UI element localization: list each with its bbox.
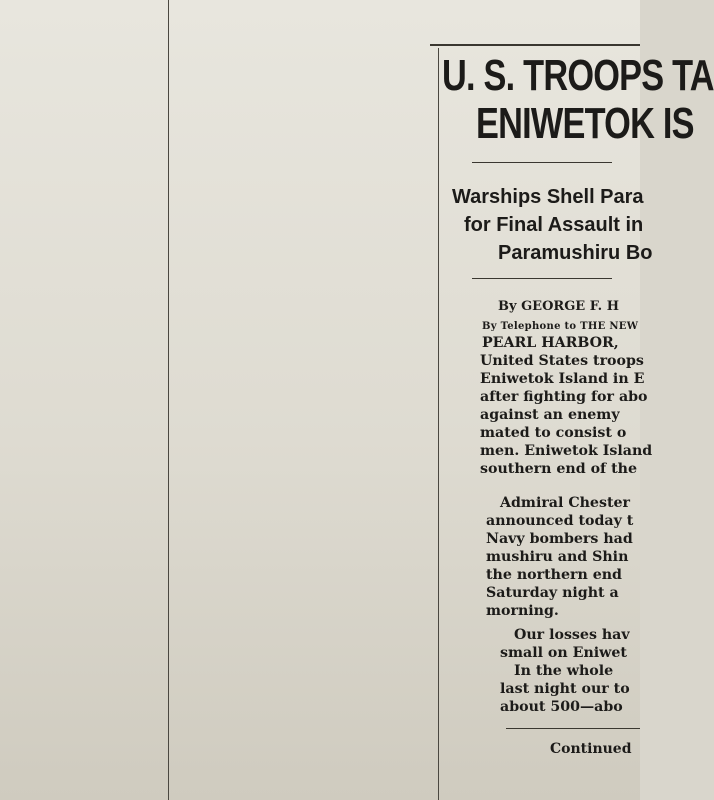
text-line: Navy bombers had [486,531,633,548]
right-paragraph-1 [480,352,652,478]
text-line: morning. [486,603,559,620]
banner-headline-line-2: ENIWETOK IS [476,99,694,148]
text-line: Our losses hav [514,627,630,643]
deck-line-3: Paramushiru Bo [498,242,653,264]
text-line: after fighting for abo [480,389,648,406]
right-continued-line: Continued [550,741,632,757]
text-line: mated to consist o [480,425,627,442]
deck-divider [472,278,612,279]
deck-line-2: for Final Assault in [464,214,644,236]
text-line: In the whole [514,663,614,680]
right-dateline: PEARL HARBOR, [482,335,619,351]
text-line: southern end of the [480,461,637,478]
byline: By GEORGE F. H [498,299,619,314]
text-line: Eniwetok Island in E [480,371,645,388]
text-line: Admiral Chester [500,495,631,511]
right-divider [506,728,640,729]
banner-divider [472,162,612,163]
deck-line-1: Warships Shell Para [452,186,644,208]
text-line: United States troops [480,353,644,369]
text-line: Saturday night a [486,585,619,602]
text-line: about 500—abo [500,699,623,716]
text-line: last night our to [500,681,630,698]
banner-headline-line-1: U. S. TROOPS TA [442,51,714,100]
text-line: against an enemy [480,407,620,424]
text-line: small on Eniwet [500,645,627,662]
right-paragraph-2 [486,494,633,620]
right-column [442,0,714,800]
text-line: mushiru and Shin [486,549,629,566]
right-paragraph-3 [500,626,630,716]
text-line: announced today t [486,513,634,530]
text-line: the northern end [486,567,622,584]
column-rule-left [168,0,169,800]
byline-credit: By Telephone to THE NEW [482,321,639,332]
column-rule-right [438,48,439,800]
text-line: men. Eniwetok Island [480,443,653,460]
